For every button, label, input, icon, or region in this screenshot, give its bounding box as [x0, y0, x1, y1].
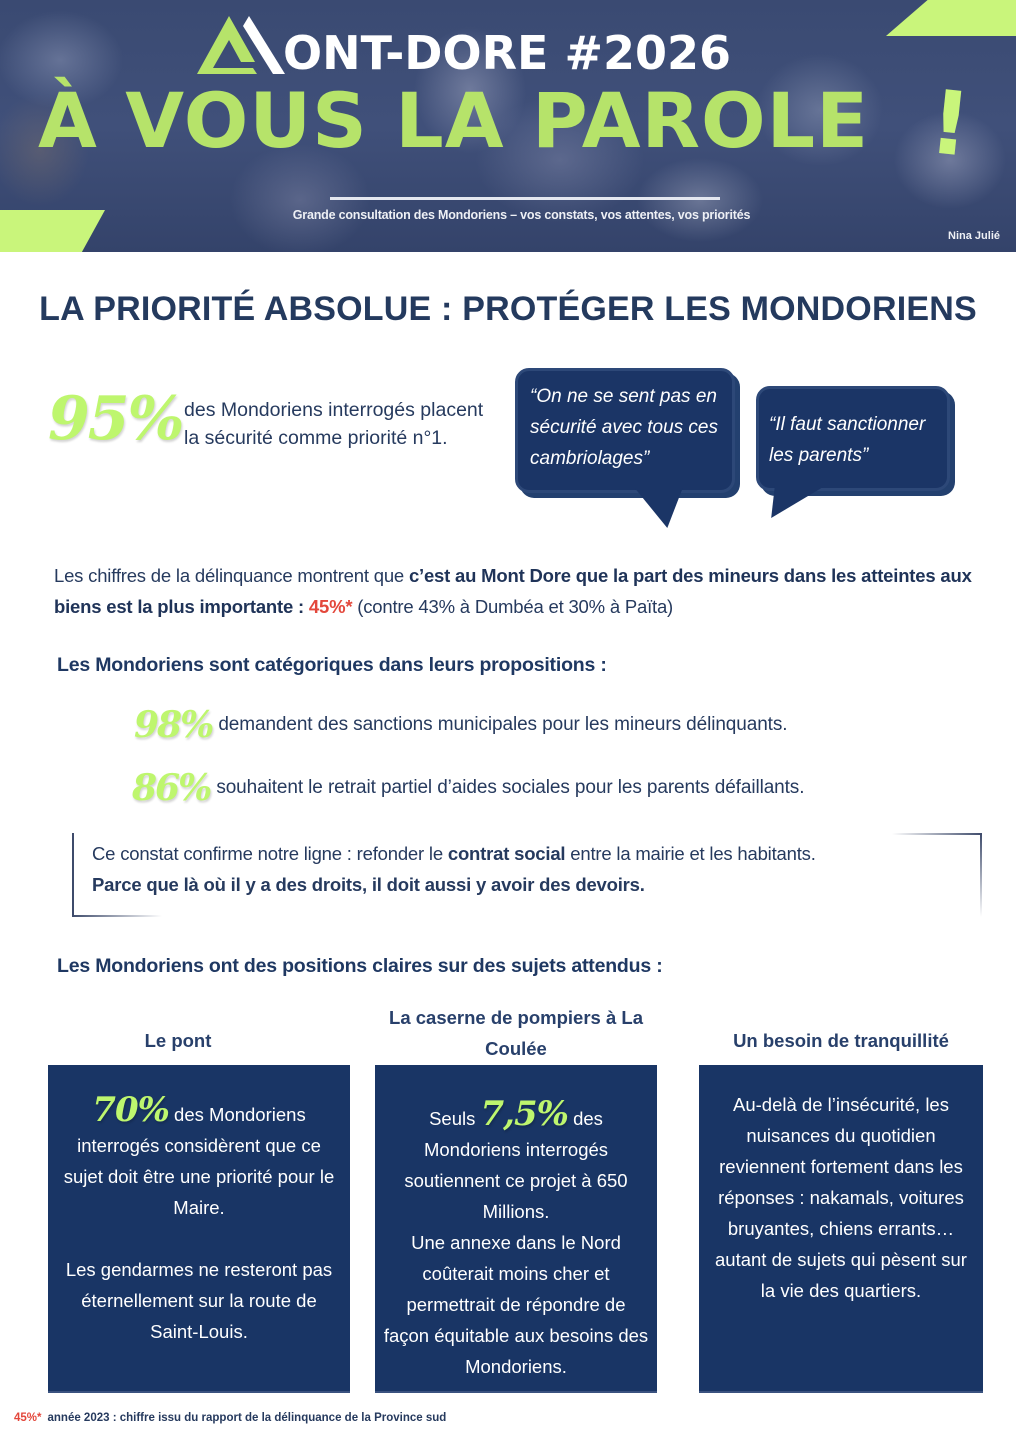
- topic-value: 7,5%: [480, 1094, 568, 1134]
- banner-exclamation: !: [924, 70, 976, 177]
- conclusion-part1: Ce constat confirme notre ligne : refonder le: [92, 843, 448, 864]
- column-title-bridge: Le pont: [144, 1030, 212, 1051]
- quote-text: “On ne se sent pas en sécurité avec tous ces cambriolages”: [530, 386, 718, 469]
- stat-main-value: 95%: [48, 384, 183, 454]
- banner-title-line1: ONT-DORE #2026: [283, 26, 732, 80]
- proposal-value: 98%: [134, 704, 213, 746]
- proposal-text: souhaitent le retrait partiel d’aides sociales pour les parents défaillants.: [216, 777, 805, 798]
- quote-bubble: [515, 368, 735, 493]
- column-title-fire-station: La caserne de pompiers à La Coulée: [389, 1007, 643, 1059]
- banner-subtitle: Grande consultation des Mondoriens – vos constats, vos attentes, vos priorités: [292, 208, 751, 222]
- delinquency-bold: c’est au Mont Dore que la part des mineurs dans les atteintes aux biens est la plus importante: [54, 565, 972, 617]
- conclusion-box: [72, 833, 982, 917]
- proposal-item: [134, 704, 787, 746]
- page-title: LA PRIORITÉ ABSOLUE : PROTÉGER LES MONDORIENS: [39, 290, 977, 328]
- topic-text: Au-delà de l’insécurité, les nuisances du quotidien reviennent fortement dans les réponses : nakamals, voitures bruyantes, chiens errants… autant de sujets qui pèsent sur la vie des quartiers.: [715, 1094, 967, 1301]
- column-title-tranquility: Un besoin de tranquillité: [733, 1030, 949, 1051]
- topic-card-fire-station: [375, 1065, 657, 1393]
- banner-title-line2: À VOUS LA PAROLE: [38, 76, 869, 165]
- banner-author: Nina Julié: [948, 230, 1000, 242]
- topics-heading: Les Mondoriens ont des positions claires sur des sujets attendus :: [57, 955, 663, 977]
- footnote: [14, 1412, 446, 1424]
- topic-text: des Mondoriens interrogés soutiennent ce projet à 650 Millions.: [404, 1108, 628, 1222]
- delinquency-intro: Les chiffres de la délinquance montrent que: [54, 565, 409, 586]
- delinquency-sep: :: [293, 596, 309, 617]
- delinquency-value: 45%*: [308, 596, 353, 617]
- conclusion-bold1: contrat social: [447, 843, 566, 864]
- conclusion-bold2: Parce que là où il y a des droits, il doit aussi y avoir des devoirs.: [92, 874, 645, 895]
- footnote-text: année 2023 : chiffre issu du rapport de la délinquance de la Province sud: [47, 1412, 447, 1424]
- speech-tail-icon: [635, 488, 698, 528]
- proposals-heading: Les Mondoriens sont catégoriques dans leurs propositions :: [57, 654, 607, 676]
- quote-text: “Il faut sanctionner les parents”: [769, 414, 926, 466]
- delinquency-paragraph: [54, 560, 994, 622]
- topic-prefix: Seuls: [429, 1108, 481, 1129]
- header-banner: [0, 0, 1016, 252]
- proposal-text: demandent des sanctions municipales pour les mineurs délinquants.: [218, 714, 788, 735]
- footnote-marker: 45%*: [14, 1412, 42, 1424]
- box-border: [72, 915, 162, 917]
- box-border: [892, 833, 982, 835]
- delinquency-comparison: (contre 43% à Dumbéa et 30% à Païta): [352, 596, 674, 617]
- proposal-item: [132, 767, 804, 809]
- topic-value: 70%: [92, 1090, 169, 1130]
- box-border: [72, 833, 74, 917]
- topic-card-bridge: [48, 1065, 350, 1393]
- conclusion-part2: entre la mairie et les habitants.: [565, 843, 816, 864]
- topic-text-secondary: Les gendarmes ne resteront pas éternellement sur la route de Saint-Louis.: [65, 1259, 333, 1342]
- speech-tail-icon: [763, 486, 825, 518]
- decorative-corner-top-right: [886, 0, 1016, 36]
- topic-card-tranquility: [699, 1065, 983, 1393]
- quote-bubble: [756, 386, 950, 491]
- proposal-value: 86%: [132, 767, 211, 809]
- banner-divider: [330, 197, 720, 200]
- topic-text: des Mondoriens interrogés considèrent que ce sujet doit être une priorité pour le Maire.: [63, 1104, 335, 1218]
- mountain-logo-icon: [193, 10, 293, 76]
- stat-main-text: des Mondoriens interrogés placent la sécurité comme priorité n°1.: [184, 399, 484, 449]
- topic-text-secondary: Une annexe dans le Nord coûterait moins cher et permettrait de répondre de façon équitable aux besoins des Mondoriens.: [383, 1232, 649, 1377]
- conclusion-text: [92, 838, 987, 900]
